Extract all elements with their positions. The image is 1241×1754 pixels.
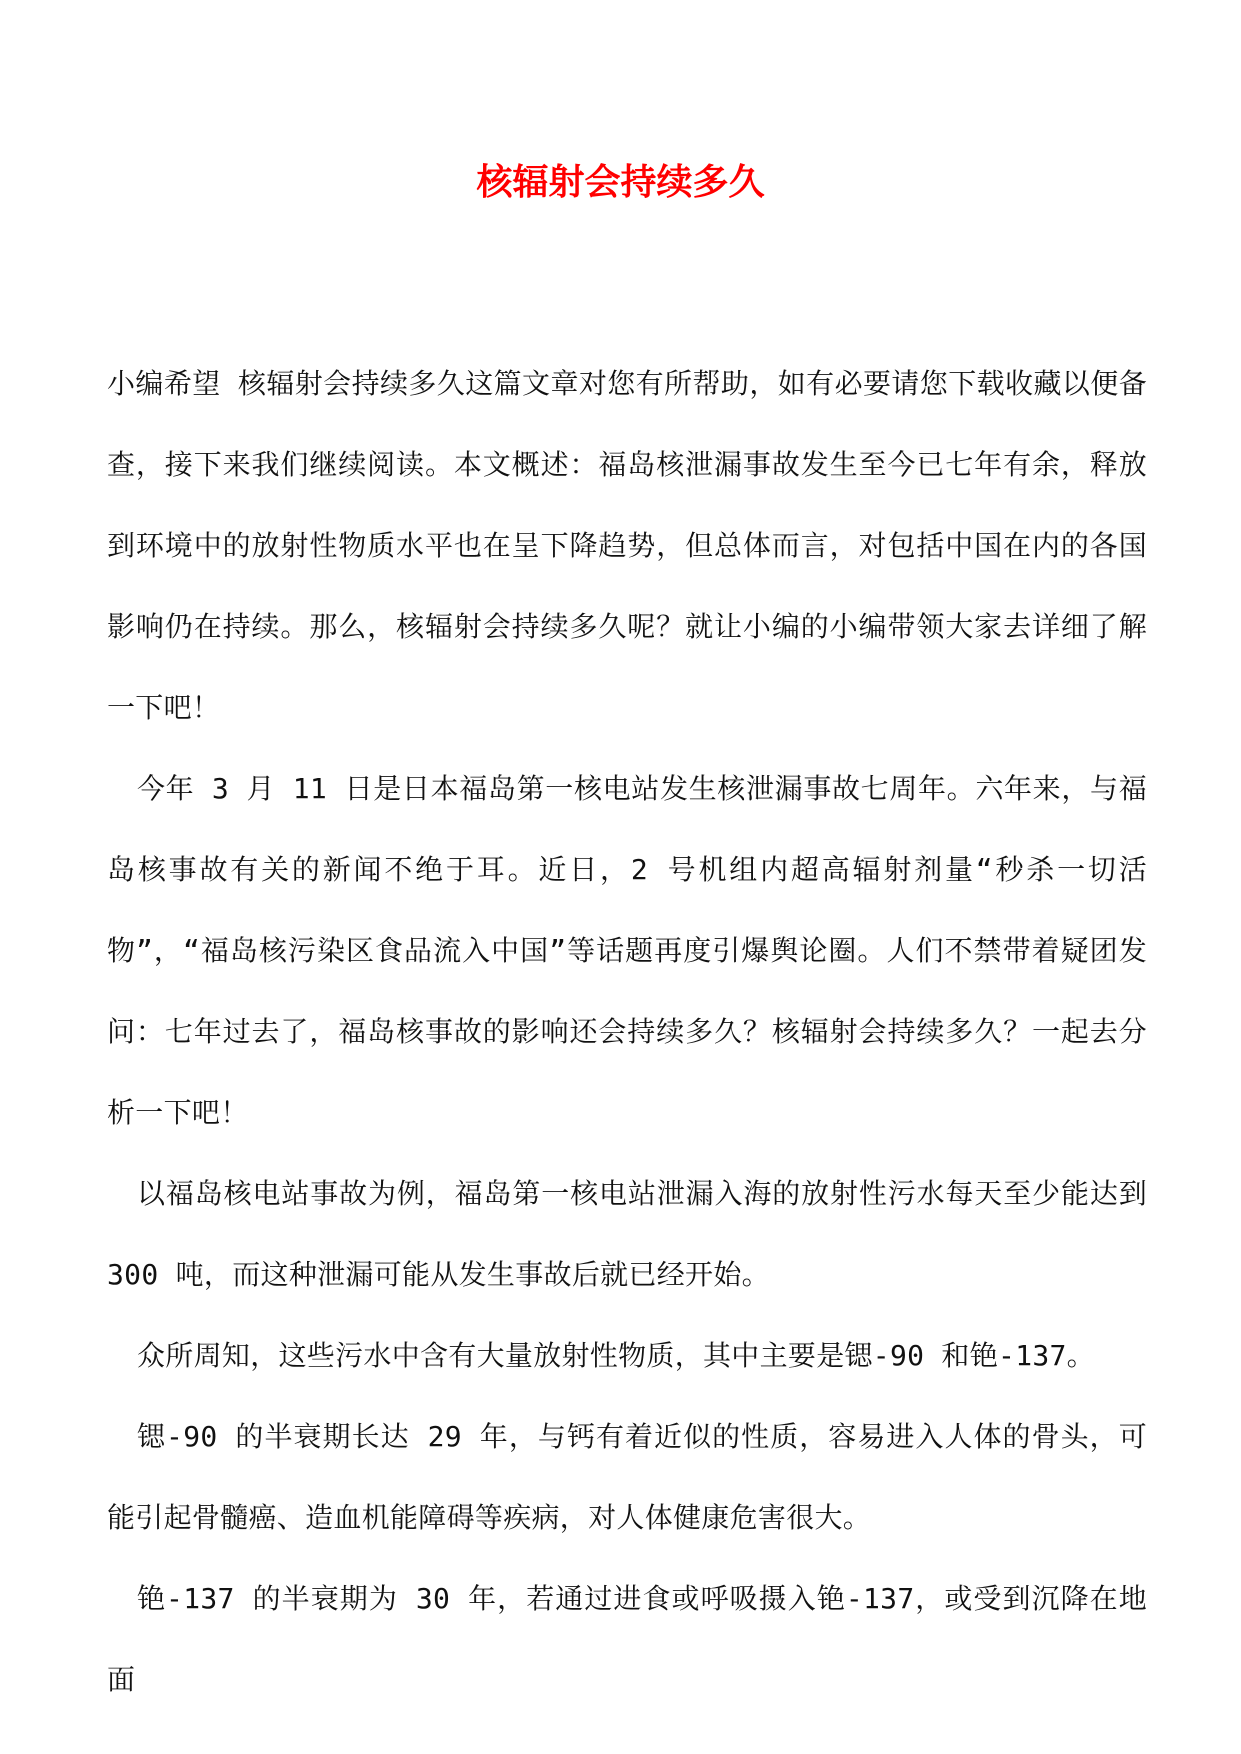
paragraph-intro: 小编希望 核辐射会持续多久这篇文章对您有所帮助，如有必要请您下载收藏以便备查，接下来我们继续阅读。本文概述：福岛核泄漏事故发生至今已七年有余，释放到环境中的放射性物质水平也在呈下降趋势，但总体而言，对包括中国在内的各国影响仍在持续。那么，核辐射会持续多久呢？就让小编的小编带领大家去详细了解一下吧！	[107, 367, 1147, 724]
document-body	[107, 343, 1147, 1720]
paragraph-anniversary: 今年 3 月 11 日是日本福岛第一核电站发生核泄漏事故七周年。六年来，与福岛核事故有关的新闻不绝于耳。近日，2 号机组内超高辐射剂量“秒杀一切活物”，“福岛核污染区食品流入中国”等话题再度引爆舆论圈。人们不禁带着疑团发问：七年过去了，福岛核事故的影响还会持续多久？核辐射会持续多久？一起去分析一下吧！	[107, 772, 1147, 1129]
paragraph-radioactive-substances: 众所周知，这些污水中含有大量放射性物质，其中主要是锶-90 和铯-137。	[137, 1339, 1095, 1372]
paragraph-strontium-90: 锶-90 的半衰期长达 29 年，与钙有着近似的性质，容易进入人体的骨头，可能引起骨髓癌、造血机能障碍等疾病，对人体健康危害很大。	[107, 1420, 1147, 1534]
paragraph-cesium-137: 铯-137 的半衰期为 30 年，若通过进食或呼吸摄入铯-137，或受到沉降在地面	[107, 1582, 1147, 1696]
paragraph-wastewater: 以福岛核电站事故为例，福岛第一核电站泄漏入海的放射性污水每天至少能达到 300 吨，而这种泄漏可能从发生事故后就已经开始。	[107, 1177, 1147, 1291]
document-title: 核辐射会持续多久	[476, 161, 765, 203]
